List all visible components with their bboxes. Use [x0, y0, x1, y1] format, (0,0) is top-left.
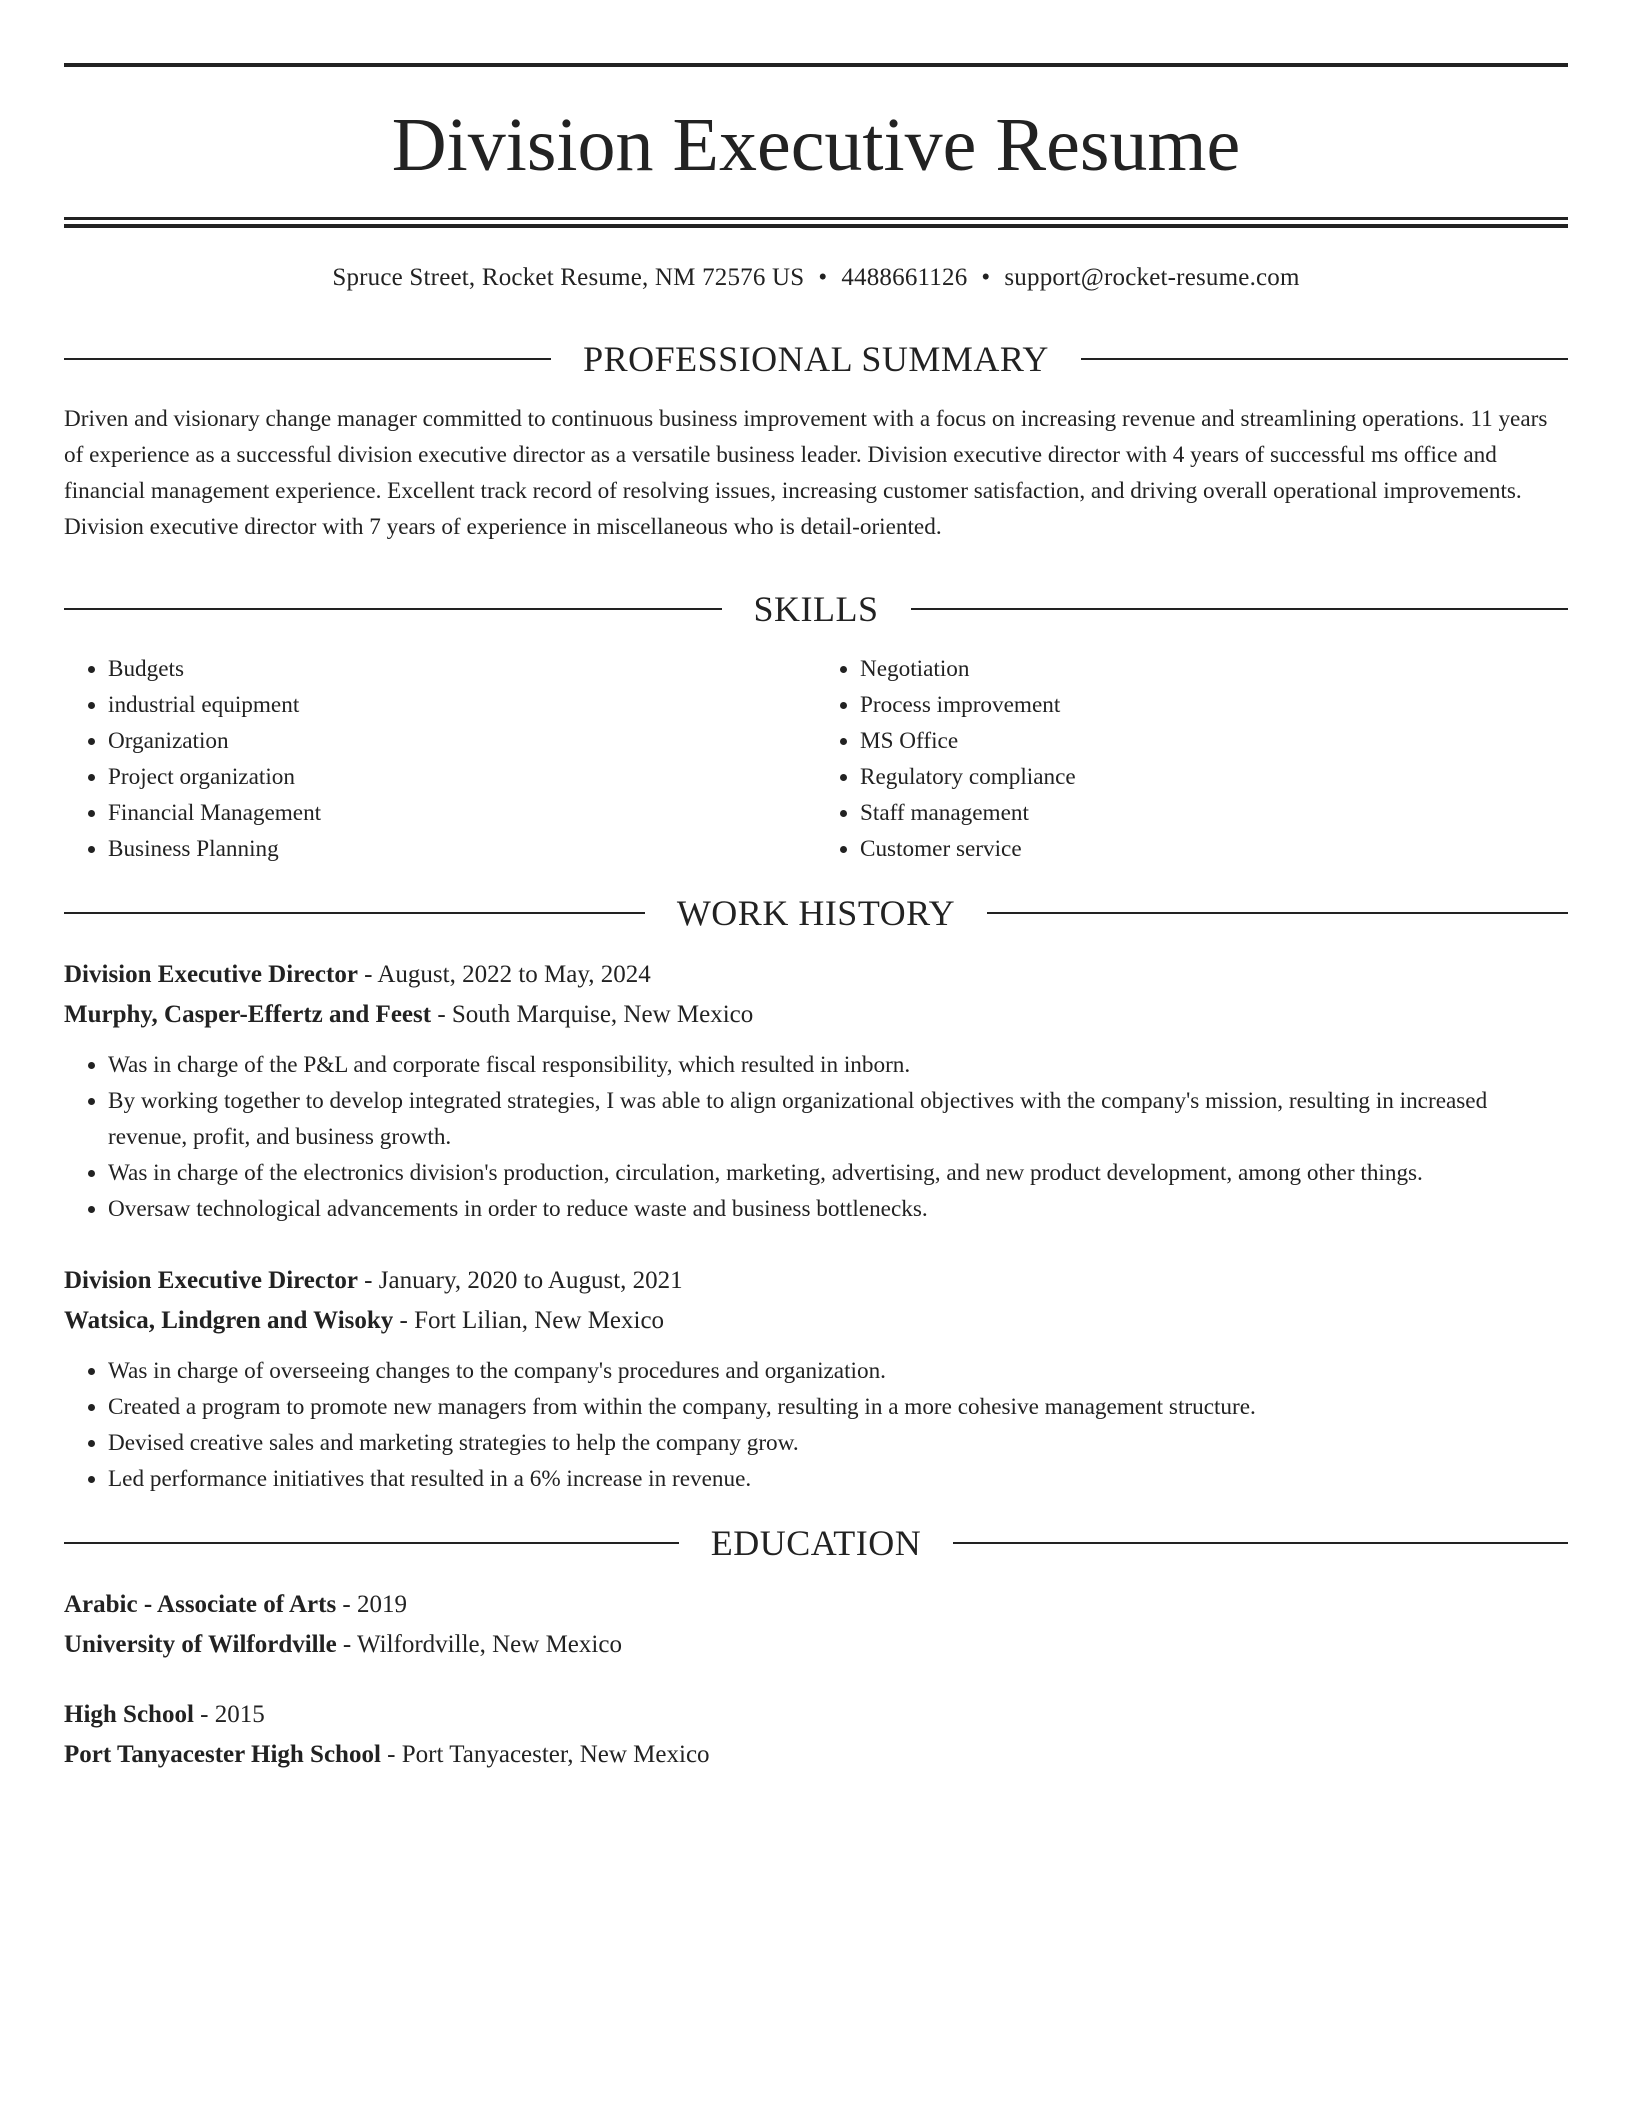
- skill-item: • Staff management: [860, 795, 1568, 831]
- skill-item: • industrial equipment: [108, 687, 816, 723]
- education-degree: Arabic - Associate of Arts: [64, 1591, 337, 1618]
- skill-item: • Negotiation: [860, 651, 1568, 687]
- education-degree-line: [64, 1585, 1568, 1625]
- education-location: - Port Tanyacester, New Mexico: [380, 1741, 710, 1768]
- skills-column-left: [64, 651, 816, 867]
- education-school-line: [64, 1735, 1568, 1775]
- job-duties-list: [64, 1047, 1568, 1227]
- skills-list: [64, 651, 816, 867]
- skill-item: • Business Planning: [108, 831, 816, 867]
- job-location: - Fort Lilian, New Mexico: [393, 1307, 665, 1334]
- section-heading-summary: [64, 339, 1568, 379]
- job-duty: • Oversaw technological advancements in order to reduce waste and business bottlenecks.: [108, 1191, 1568, 1227]
- job-company-line: [64, 995, 1568, 1035]
- skills-column-right: [816, 651, 1568, 867]
- skills-list: [816, 651, 1568, 867]
- education-school-line: [64, 1625, 1568, 1665]
- section-rule: [911, 608, 1569, 610]
- job-entry: [64, 955, 1568, 1227]
- job-duties-list: [64, 1353, 1568, 1497]
- section-rule: [953, 1542, 1568, 1544]
- education-school: Port Tanyacester High School: [64, 1741, 381, 1768]
- section-title: EDUCATION: [710, 1523, 922, 1563]
- job-duty: • Was in charge of the P&L and corporate fiscal responsibility, which resulted in inborn.: [108, 1047, 1568, 1083]
- section-title: WORK HISTORY: [676, 893, 956, 933]
- job-title: Division Executive Director: [64, 1267, 358, 1294]
- job-dates: - August, 2022 to May, 2024: [357, 961, 651, 988]
- section-rule: [64, 358, 551, 360]
- education-location: - Wilfordville, New Mexico: [336, 1631, 622, 1658]
- section-rule: [64, 608, 722, 610]
- title-rule-top: [64, 63, 1568, 67]
- section-rule: [1081, 358, 1568, 360]
- job-title-line: [64, 1261, 1568, 1301]
- skill-item: • Process improvement: [860, 687, 1568, 723]
- summary-text: Driven and visionary change manager committed to continuous business improvement with a focus on increasing revenue and streamlining operations. 11 years of experience as a successful division executive director as a versatile business leader. Division executive director with 4 years of successful ms office and financial management experience. Excellent track record of resolving issues, increasing customer satisfaction, and driving overall operational improvements. Division executive director with 7 years of experience in miscellaneous who is detail-oriented.: [64, 406, 1548, 540]
- contact-phone: 4488661126: [841, 264, 968, 291]
- job-title-line: [64, 955, 1568, 995]
- section-rule: [64, 912, 645, 914]
- job-title: Division Executive Director: [64, 961, 358, 988]
- section-heading-education: [64, 1523, 1568, 1563]
- education-entry: [64, 1585, 1568, 1665]
- job-duty: • Was in charge of overseeing changes to the company's procedures and organization.: [108, 1353, 1568, 1389]
- section-rule: [987, 912, 1568, 914]
- skill-item: • MS Office: [860, 723, 1568, 759]
- contact-email: support@rocket-resume.com: [1004, 264, 1300, 291]
- skill-item: • Customer service: [860, 831, 1568, 867]
- skills-grid: [64, 651, 1568, 867]
- skill-item: • Budgets: [108, 651, 816, 687]
- job-company: Watsica, Lindgren and Wisoky: [64, 1307, 394, 1334]
- job-company: Murphy, Casper-Effertz and Feest: [64, 1001, 432, 1028]
- section-rule: [64, 1542, 679, 1544]
- education-year: - 2015: [193, 1701, 265, 1728]
- education-entry: [64, 1695, 1568, 1775]
- contact-separator: •: [981, 264, 991, 291]
- section-heading-work: [64, 893, 1568, 933]
- contact-address: Spruce Street, Rocket Resume, NM 72576 US: [332, 264, 805, 291]
- section-title: PROFESSIONAL SUMMARY: [583, 339, 1049, 379]
- skill-item: • Regulatory compliance: [860, 759, 1568, 795]
- contact-separator: •: [818, 264, 828, 291]
- page-title: Division Executive Resume: [391, 103, 1241, 187]
- job-duty: • Devised creative sales and marketing strategies to help the company grow.: [108, 1425, 1568, 1461]
- job-dates: - January, 2020 to August, 2021: [357, 1267, 683, 1294]
- contact-line: [64, 261, 1568, 295]
- job-entry: [64, 1261, 1568, 1497]
- education-school: University of Wilfordville: [64, 1631, 337, 1658]
- education-degree: High School: [64, 1701, 194, 1728]
- education-year: - 2019: [336, 1591, 407, 1618]
- skill-item: • Organization: [108, 723, 816, 759]
- job-duty: • Led performance initiatives that resulted in a 6% increase in revenue.: [108, 1461, 1568, 1497]
- job-company-line: [64, 1301, 1568, 1341]
- job-duty: • Was in charge of the electronics division's production, circulation, marketing, advertising, and new product development, among other things.: [108, 1155, 1568, 1191]
- job-duty: • By working together to develop integrated strategies, I was able to align organizational objectives with the company's mission, resulting in increased revenue, profit, and business growth.: [108, 1083, 1568, 1155]
- skill-item: • Financial Management: [108, 795, 816, 831]
- job-location: - South Marquise, New Mexico: [431, 1001, 754, 1028]
- title-rule-bottom: [64, 217, 1568, 228]
- section-heading-skills: [64, 589, 1568, 629]
- job-duty: • Created a program to promote new managers from within the company, resulting in a more cohesive management structure.: [108, 1389, 1568, 1425]
- skill-item: • Project organization: [108, 759, 816, 795]
- education-degree-line: [64, 1695, 1568, 1735]
- section-title: SKILLS: [753, 589, 879, 629]
